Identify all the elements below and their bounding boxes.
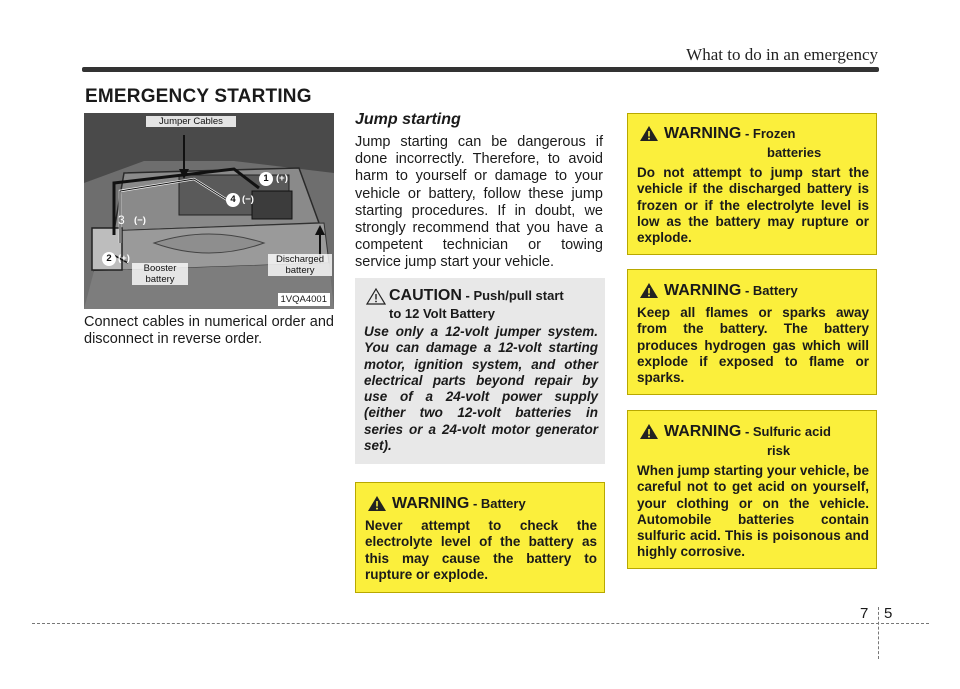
- warning-icon: [639, 282, 659, 299]
- marker-4: 4: [226, 193, 240, 207]
- marker-4-sign: (−): [242, 194, 254, 205]
- marker-2-sign: (+): [118, 253, 130, 264]
- warning-icon: [367, 495, 387, 512]
- marker-1-sign: (+): [276, 173, 288, 184]
- warning-subtitle-2: batteries: [767, 145, 822, 160]
- warning-title: [664, 282, 798, 300]
- warning-body: When jump starting your vehicle, be careful not to get acid on yourself, your clothing or on the vehicle. Automobile batteries contain sulfuric acid. This is poisonous and highly corrosive.: [637, 463, 869, 560]
- warning-subtitle: - Sulfuric acid: [741, 424, 831, 439]
- caution-icon: [366, 288, 386, 305]
- marker-2: 2: [102, 252, 116, 266]
- warning-body: Never attempt to check the electrolyte level of the battery as this may cause the battery to rupture or explode.: [365, 518, 597, 582]
- warning-box-sulfuric-acid: [627, 410, 877, 569]
- jump-starting-heading: Jump starting: [355, 111, 461, 128]
- warning-title: [392, 495, 526, 513]
- caution-subtitle-2: to 12 Volt Battery: [389, 306, 495, 321]
- warning-box-battery-flames: [627, 269, 877, 395]
- booster-battery-label: Booster battery: [132, 263, 188, 285]
- warning-label: WARNING: [664, 125, 742, 142]
- discharged-battery-label: Discharged battery: [268, 254, 332, 276]
- jump-starting-body: Jump starting can be dangerous if done incorrectly. Therefore, to avoid harm to yourself or damage to your vehicle or battery, follow these jump starting procedures. If in doubt, we strongly recommend that you have a competent technician or towing service jump start your vehicle.: [355, 134, 603, 271]
- warning-box-frozen: [627, 113, 877, 255]
- caution-body: Use only a 12-volt jumper system. You can damage a 12-volt starting motor, ignition system, and other electrical parts beyond repair by use of a 24-volt power supply (either two 12-volt batteries in series or a 24-volt motor generator set).: [364, 324, 598, 454]
- header-rule: [82, 67, 879, 72]
- marker-3-sign: (−): [134, 215, 146, 226]
- page-number-page: 5: [884, 605, 893, 622]
- footer-divider: [878, 607, 879, 659]
- warning-box-electrolyte: [355, 482, 605, 593]
- page-number-chapter: 7: [860, 605, 869, 622]
- warning-subtitle: - Battery: [469, 496, 526, 511]
- footer-rule: [32, 623, 929, 624]
- running-header: What to do in an emergency: [686, 45, 878, 64]
- warning-subtitle-2: risk: [767, 443, 791, 458]
- marker-1: 1: [259, 172, 273, 186]
- figure-code: 1VQA4001: [278, 293, 330, 306]
- warning-title: [664, 423, 831, 441]
- caution-title: [389, 287, 564, 305]
- warning-label: WARNING: [664, 423, 742, 440]
- jumper-cables-label: Jumper Cables: [146, 116, 236, 127]
- warning-icon: [639, 125, 659, 142]
- section-title: EMERGENCY STARTING: [85, 86, 312, 107]
- jump-start-figure: [84, 113, 334, 309]
- warning-subtitle: - Battery: [741, 283, 798, 298]
- warning-body: Keep all flames or sparks away from the battery. The battery produces hydrogen gas which will explode if exposed to flame or sparks.: [637, 305, 869, 386]
- warning-icon: [639, 423, 659, 440]
- caution-label: CAUTION: [389, 287, 462, 304]
- caution-subtitle: - Push/pull start: [461, 288, 564, 303]
- warning-label: WARNING: [664, 282, 742, 299]
- marker-3: 3: [118, 213, 125, 227]
- engine-bay-illustration: [84, 113, 334, 309]
- figure-caption: Connect cables in numerical order and disconnect in reverse order.: [84, 314, 334, 347]
- warning-title: [664, 125, 796, 143]
- warning-label: WARNING: [392, 495, 470, 512]
- warning-body: Do not attempt to jump start the vehicle if the discharged battery is frozen or if the electrolyte level is low as the battery may rupture or explode.: [637, 165, 869, 246]
- caution-box: [355, 278, 605, 464]
- warning-subtitle: - Frozen: [741, 126, 796, 141]
